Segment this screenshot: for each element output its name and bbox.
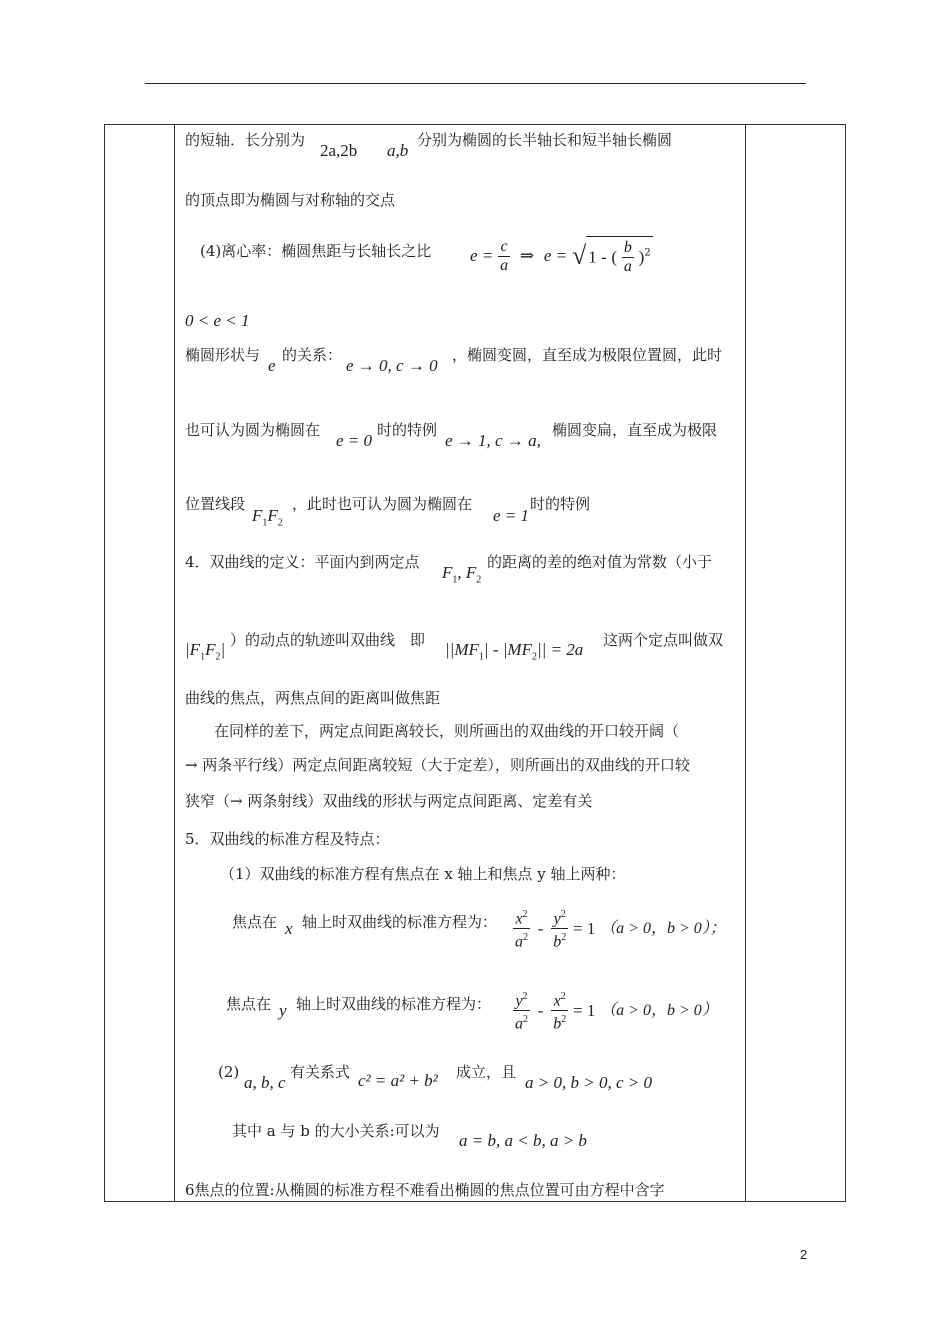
text-line-3	[200, 241, 431, 261]
fraction-denominator: $b^2$	[551, 1010, 568, 1033]
text-segment: 时的特例	[530, 495, 591, 513]
text-line-16b	[302, 912, 497, 932]
text-line-9b	[603, 630, 723, 650]
text-line-16	[232, 912, 277, 932]
text-line-5	[185, 345, 260, 365]
eccentricity-formula	[470, 236, 653, 282]
math-positive	[525, 1073, 652, 1093]
text-segment: 也可认为圆为椭圆在	[185, 421, 321, 439]
text-segment: 这两个定点叫做双	[603, 631, 724, 649]
fraction-x2-over-b2	[551, 988, 568, 1034]
math-hyperbola-def: $||MF_1| - |MF_2|| = 2a$	[445, 640, 584, 663]
math-2a2b	[320, 141, 357, 161]
math-expression: a, b, c	[244, 1073, 286, 1092]
math-expression: 0 < e < 1	[185, 311, 250, 330]
text-line-1b	[417, 130, 672, 150]
fraction-numerator: b	[623, 239, 632, 256]
text-line-2	[185, 190, 395, 210]
text-line-19	[232, 1121, 440, 1141]
text-line-7	[185, 494, 245, 514]
table-column-divider-right	[745, 124, 746, 1202]
math-expression: y	[279, 1001, 287, 1020]
text-line-5c	[452, 345, 722, 365]
header-rule	[145, 83, 806, 84]
hyperbola-equation-x: $\frac{x^2}{a^2}$ - $\frac{y^2}{b^2}$ = 1 （a > 0，b > 0）；	[513, 906, 726, 956]
math-expression: 1 -	[588, 247, 607, 267]
math-expression: e =	[543, 246, 568, 265]
math-expression: 2a,2b	[320, 141, 358, 160]
text-segment: 其中 a 与 b 的大小关系:可以为	[232, 1122, 440, 1140]
text-segment: 有关系式	[290, 1063, 351, 1081]
fraction-numerator: $y^2$	[553, 909, 566, 928]
square-root: √ 1 - ( $\frac{b}{a}$ )$^2$	[572, 236, 653, 276]
fraction-c-over-a	[498, 238, 510, 275]
text-segment: ）的动点的轨迹叫双曲线 即	[230, 631, 426, 649]
text-line-6	[185, 420, 320, 440]
fraction-numerator: $x^2$	[515, 909, 528, 928]
text-segment: 5．双曲线的标准方程及特点：	[185, 830, 390, 848]
text-line-18	[218, 1062, 239, 1082]
text-segment: 成立，且	[456, 1063, 517, 1081]
text-line-18b	[290, 1062, 350, 1082]
text-segment: 椭圆变扁，直至成为极限	[552, 421, 718, 439]
math-expression: a > 0, b > 0, c > 0	[525, 1073, 652, 1092]
fraction-y2-over-a2	[513, 988, 530, 1034]
text-segment: 的顶点即为椭圆与对称轴的交点	[185, 191, 396, 209]
math-ab-relation	[459, 1131, 587, 1151]
text-line-6b	[377, 420, 437, 440]
text-segment: 的关系：	[282, 346, 343, 364]
math-c2-eq	[358, 1071, 438, 1091]
math-e	[268, 356, 276, 376]
text-line-9	[230, 630, 425, 650]
math-x	[285, 919, 293, 939]
text-line-7b	[292, 494, 472, 514]
text-segment: 焦点在	[226, 995, 272, 1013]
text-segment: 6焦点的位置:从椭圆的标准方程不难看出椭圆的焦点位置可由方程中含字	[185, 1181, 665, 1199]
math-expression: e =	[470, 246, 494, 265]
text-segment: （1）双曲线的标准方程有焦点在 x 轴上和焦点 y 轴上两种：	[220, 865, 626, 883]
text-segment: ，此时也可认为圆为椭圆在	[292, 495, 473, 513]
math-e-eq-0	[336, 431, 372, 451]
text-segment: 的距离的差的绝对值为常数（小于	[487, 553, 713, 571]
eccentricity-range	[185, 311, 250, 331]
text-line-18c	[456, 1062, 516, 1082]
math-F1F2: $F_1F_2$	[252, 506, 283, 529]
text-line-5b	[282, 345, 342, 365]
math-expression: a,b	[387, 141, 409, 160]
text-line-13	[185, 791, 592, 811]
text-line-8b	[487, 552, 712, 572]
text-segment: 曲线的焦点，两焦点间的距离叫做焦距	[185, 689, 441, 707]
fraction-denominator: a	[500, 256, 509, 274]
math-e-to-0	[346, 356, 438, 376]
fraction-denominator: $a^2$	[513, 928, 530, 951]
text-line-10	[185, 688, 440, 708]
math-expression: c² = a² + b²	[358, 1071, 438, 1090]
radicand: 1 - ( $\frac{b}{a}$ )$^2$	[586, 236, 652, 276]
text-line-15	[220, 864, 626, 884]
math-F1-F2: $F_1$, $F_2$	[442, 563, 482, 586]
text-segment: (4)离心率：椭圆焦距与长轴长之比	[200, 242, 432, 260]
text-segment: 时的特例	[377, 421, 438, 439]
text-line-17b	[296, 994, 491, 1014]
fraction-denominator: a	[623, 258, 632, 275]
text-line-12	[185, 755, 690, 775]
text-line-6c	[552, 420, 717, 440]
text-line-11	[214, 721, 679, 741]
table-column-divider-left	[174, 124, 175, 1202]
text-segment: 椭圆形状与	[185, 346, 261, 364]
text-line-7c	[530, 494, 590, 514]
text-line-1	[185, 130, 305, 150]
fraction-x2-over-a2	[513, 906, 530, 952]
hyperbola-equation-y: $\frac{y^2}{a^2}$ - $\frac{x^2}{b^2}$ = 1 （a > 0，b > 0）	[513, 988, 718, 1038]
math-expression: a = b, a < b, a > b	[459, 1131, 587, 1150]
text-segment: 轴上时双曲线的标准方程为：	[302, 913, 498, 931]
text-segment: 的短轴．长分别为	[185, 131, 306, 149]
text-segment: (2)	[218, 1063, 240, 1081]
text-segment: 狭窄（→ 两条射线）双曲线的形状与两定点间距离、定差有关	[185, 792, 593, 810]
fraction-y2-over-b2	[551, 906, 568, 952]
math-expression: e	[268, 356, 276, 375]
math-expression: e → 1, c → a,	[445, 431, 541, 450]
math-e-eq-1	[493, 506, 529, 526]
text-segment: 焦点在	[232, 913, 278, 931]
text-segment: → 两条平行线）两定点间距离较短（大于定差），则所画出的双曲线的开口较	[185, 756, 690, 774]
math-expression: e → 0, c → 0	[346, 356, 438, 375]
text-line-8	[185, 552, 420, 572]
page-number: 2	[800, 1247, 808, 1262]
math-expression: e = 0	[336, 431, 373, 450]
fraction-denominator: $a^2$	[513, 1010, 530, 1033]
fraction-denominator: $b^2$	[551, 928, 568, 951]
math-expression: e = 1	[493, 506, 530, 525]
math-expression: x	[285, 919, 293, 938]
math-e-to-1	[445, 431, 541, 451]
text-segment: 轴上时双曲线的标准方程为：	[296, 995, 492, 1013]
text-segment: ，椭圆变圆，直至成为极限位置圆，此时	[452, 346, 723, 364]
text-segment: 位置线段	[185, 495, 246, 513]
fraction-b-over-a	[622, 239, 634, 276]
math-y	[279, 1001, 287, 1021]
math-abc	[244, 1073, 286, 1093]
text-segment: 4．双曲线的定义：平面内到两定点	[185, 553, 420, 571]
math-ab	[387, 141, 408, 161]
fraction-numerator: $x^2$	[553, 991, 566, 1010]
fraction-numerator: $y^2$	[515, 991, 528, 1010]
math-abs-F1F2: $|F_1F_2|$	[185, 640, 226, 663]
text-segment: 分别为椭圆的长半轴长和短半轴长椭圆	[417, 131, 673, 149]
text-segment: 在同样的差下，两定点间距离较长，则所画出的双曲线的开口较开阔（	[214, 722, 680, 740]
implies-symbol: ⇒	[519, 246, 535, 265]
text-line-20	[185, 1180, 665, 1200]
fraction-numerator: c	[500, 237, 508, 255]
text-line-17	[226, 994, 271, 1014]
text-line-14	[185, 829, 390, 849]
